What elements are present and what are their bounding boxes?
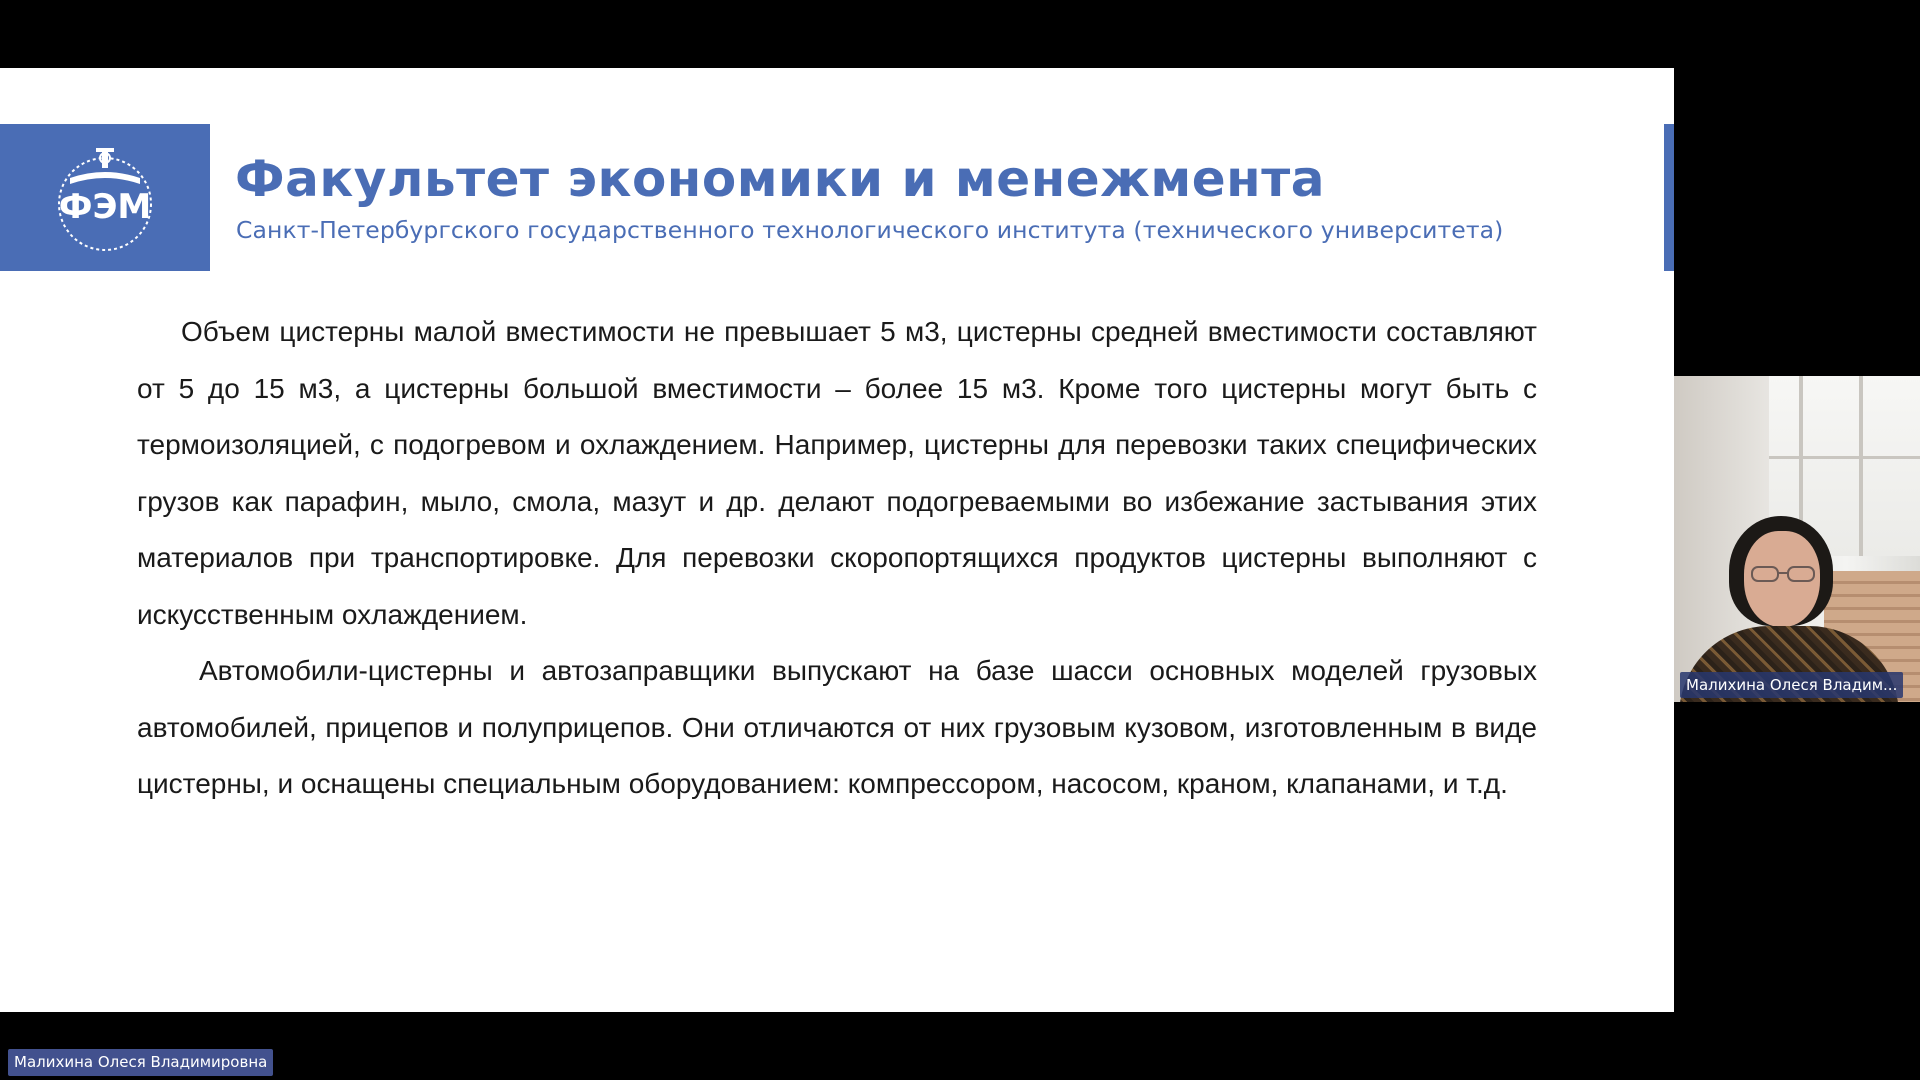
faculty-emblem-icon	[30, 138, 180, 258]
slide-body	[137, 304, 1537, 813]
paragraph-2-text: Автомобили-цистерны и автозаправщики выпускают на базе шасси основных моделей грузовых автомобилей, прицепов и полуприцепов. Они отличаются от них грузовым кузовом, изготовленным в виде цистерны, и оснащены специальным оборудованием: компрессором, насосом, краном, клапанами, и т.д.	[137, 655, 1537, 799]
faculty-logo	[0, 124, 210, 271]
paragraph-1-text: Объем цистерны малой вместимости не превышает 5 м3, цистерны средней вместимости составляют от 5 до 15 м3, а цистерны большой вместимости – более 15 м3. Кроме того цистерны могут быть с термоизоляцией, с подогревом и охлаждением. Например, цистерны для перевозки таких специфических грузов как парафин, мыло, смола, мазут и др. делают подогреваемыми во избежание застывания этих материалов при транспортировке. Для перевозки скоропортящихся продуктов цистерны выполняют с искусственным охлаждением.	[137, 316, 1537, 630]
slide-title: Факультет экономики и менежмента	[235, 150, 1325, 208]
presenter-name-label: Малихина Олеся Владимировна	[8, 1049, 273, 1076]
participant-video-tile[interactable]	[1674, 376, 1920, 702]
slide-paragraph-1	[137, 304, 1537, 643]
slide-header	[0, 124, 1674, 271]
logo-text: ФЭМ	[58, 186, 152, 227]
participant-name-label: Малихина Олеся Владим...	[1680, 672, 1903, 698]
slide-paragraph-2	[137, 643, 1537, 813]
glasses-icon	[1748, 564, 1818, 584]
shared-slide	[0, 68, 1674, 1012]
slide-subtitle: Санкт-Петербургского государственного технологического института (технического университета)	[236, 216, 1504, 244]
header-accent-bar	[1664, 124, 1674, 271]
